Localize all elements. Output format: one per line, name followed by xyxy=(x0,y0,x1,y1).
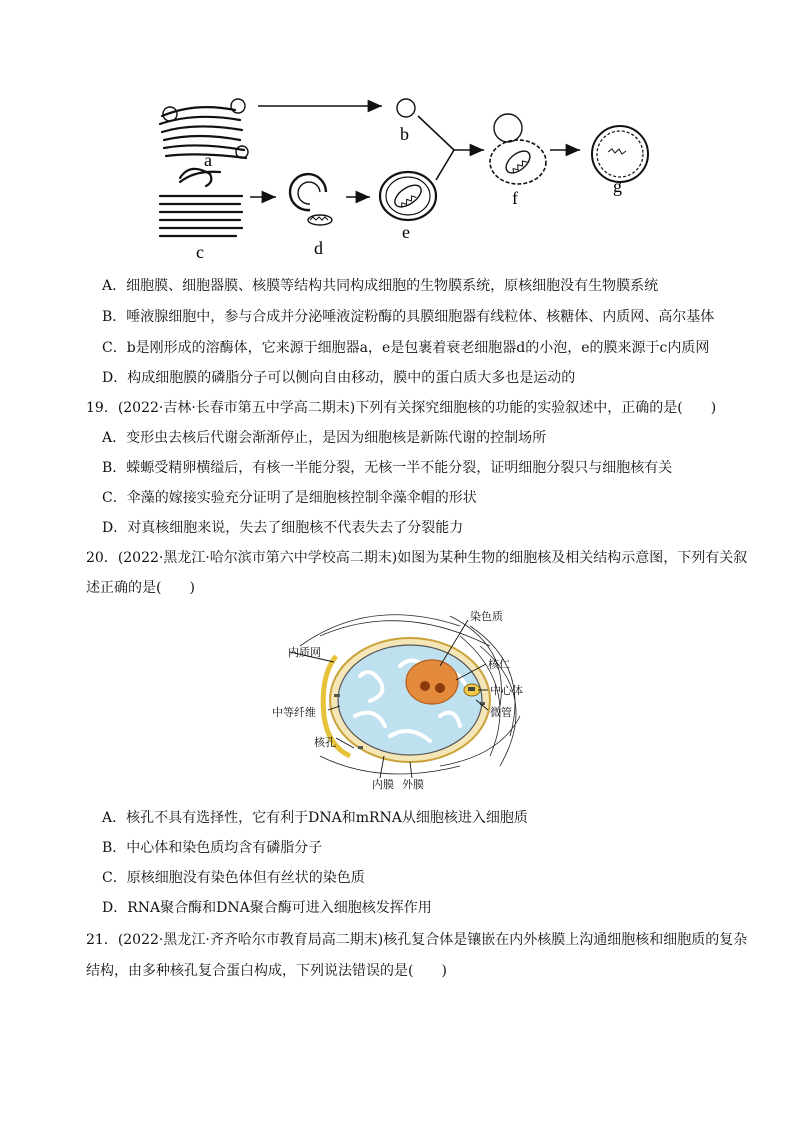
q19-option-b: B．蝾螈受精卵横缢后，有核一半能分裂，无核一半不能分裂，证明细胞分裂只与细胞核有关 xyxy=(102,460,673,476)
label-b: b xyxy=(400,124,409,144)
label-intermediate-filament: 中等纤维 xyxy=(272,706,316,719)
label-centrosome: 中心体 xyxy=(490,684,523,697)
autophagosome-e xyxy=(380,172,436,220)
centrosome xyxy=(464,684,480,696)
mitochondrion-d xyxy=(308,215,332,225)
nucleolus xyxy=(406,660,458,704)
lysosome-b xyxy=(397,99,415,117)
q21-stem-line1: 21．(2022·黑龙江·齐齐哈尔市教育局高二期末)核孔复合体是镶嵌在内外核膜上沟通细胞核和细胞质的复杂 xyxy=(86,932,748,948)
q20-option-a: A．核孔不具有选择性，它有利于DNA和mRNA从细胞核进入细胞质 xyxy=(102,810,528,826)
q19-option-c: C．伞藻的嫁接实验充分证明了是细胞核控制伞藻伞帽的形状 xyxy=(102,490,477,506)
label-inner-membrane: 内膜 xyxy=(372,778,394,791)
q20-stem-line2: 述正确的是( ) xyxy=(86,580,195,596)
label-nuclear-pore: 核孔 xyxy=(314,736,336,749)
label-c: c xyxy=(196,242,204,262)
endoplasmic-reticulum-c xyxy=(160,169,242,236)
label-e: e xyxy=(402,222,410,242)
autolysosome-f xyxy=(490,114,546,184)
organelle-pathway-figure xyxy=(150,92,670,262)
q19-option-a: A．变形虫去核后代谢会渐渐停止，是因为细胞核是新陈代谢的控制场所 xyxy=(102,430,547,446)
q19-stem: 19．(2022·吉林·长春市第五中学高二期末)下列有关探究细胞核的功能的实验叙述中，正确的是( ) xyxy=(86,400,717,416)
q18-option-b: B．唾液腺细胞中，参与合成并分泌唾液淀粉酶的具膜细胞器有线粒体、核糖体、内质网、高尔基体 xyxy=(102,309,715,325)
label-outer-membrane: 外膜 xyxy=(402,778,424,791)
nucleus-figure xyxy=(260,606,560,792)
q21-stem-line2: 结构，由多种核孔复合蛋白构成，下列说法错误的是( ) xyxy=(86,963,447,979)
q20-option-c: C．原核细胞没有染色体但有丝状的染色质 xyxy=(102,870,365,886)
label-g: g xyxy=(613,176,622,196)
label-er: 内质网 xyxy=(288,646,321,659)
q18-option-a: A．细胞膜、细胞器膜、核膜等结构共同构成细胞的生物膜系统，原核细胞没有生物膜系统 xyxy=(102,278,659,294)
label-chromatin: 染色质 xyxy=(470,610,503,623)
q18-option-c: C．b是刚形成的溶酶体，它来源于细胞器a，e是包裹着衰老细胞器d的小泡，e的膜来源于c内质网 xyxy=(102,340,710,356)
label-nucleolus: 核仁 xyxy=(488,658,510,671)
q20-option-d: D．RNA聚合酶和DNA聚合酶可进入细胞核发挥作用 xyxy=(102,900,432,916)
residual-body-g xyxy=(592,126,648,182)
q18-option-d: D．构成细胞膜的磷脂分子可以侧向自由移动，膜中的蛋白质大多也是运动的 xyxy=(102,370,576,386)
label-f: f xyxy=(512,188,518,208)
label-a: a xyxy=(204,150,212,170)
q20-stem-line1: 20．(2022·黑龙江·哈尔滨市第六中学校高二期末)如图为某种生物的细胞核及相关结构示意图，下列有关叙 xyxy=(86,550,748,566)
q19-option-d: D．对真核细胞来说，失去了细胞核不代表失去了分裂能力 xyxy=(102,520,464,536)
label-microtubule: 微管 xyxy=(490,706,512,719)
q20-option-b: B．中心体和染色质均含有磷脂分子 xyxy=(102,840,323,856)
label-d: d xyxy=(314,238,323,258)
